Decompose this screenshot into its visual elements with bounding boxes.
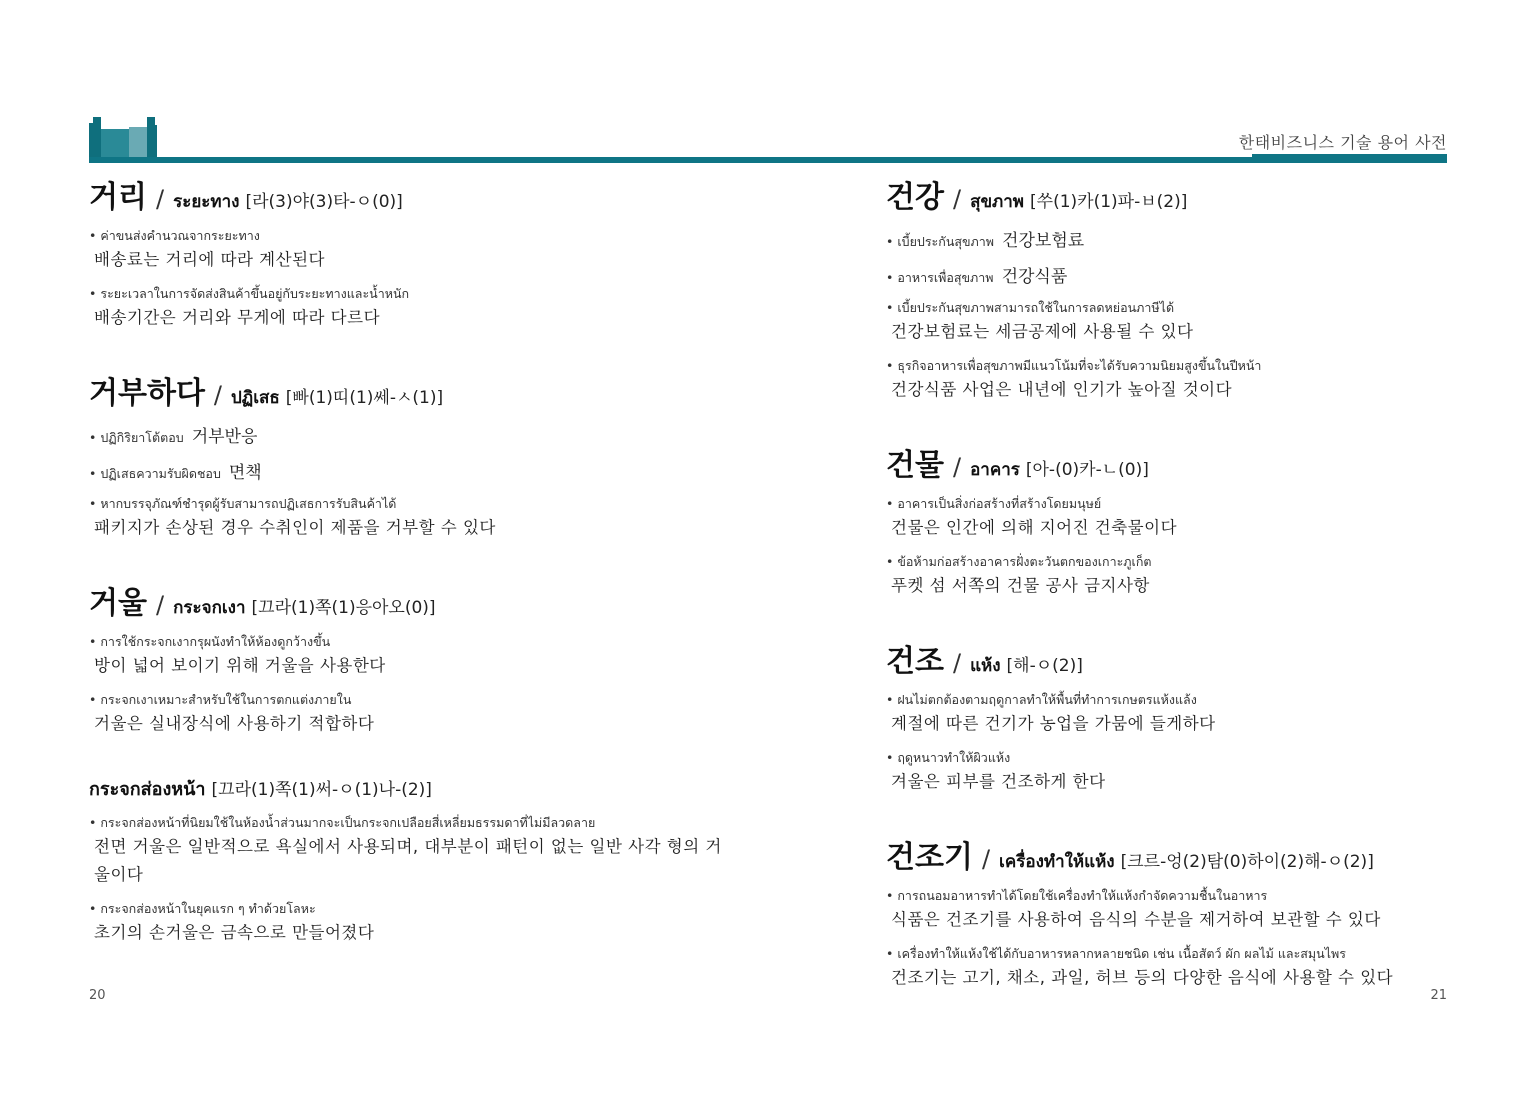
- example: [886, 226, 1456, 252]
- example-korean: 겨울은 피부를 건조하게 한다: [891, 772, 1106, 791]
- example-thai: [886, 226, 1456, 252]
- headword: 건강: [886, 180, 944, 215]
- example-korean: 건강보험료는 세금공제에 사용될 수 있다: [891, 322, 1194, 341]
- page-number-right: 21: [1430, 988, 1447, 1003]
- pronunciation: [빠(1)띠(1)쎄-ㅅ(1)]: [285, 388, 444, 408]
- headword-line: [89, 172, 729, 216]
- example-thai: [89, 494, 729, 514]
- pronunciation: [라(3)야(3)타-ㅇ(0)]: [245, 192, 403, 212]
- example-thai-text: การถนอมอาหารทำได้โดยใช้เครื่องทำให้แห้งกำจัดความชื้นในอาหาร: [897, 888, 1268, 903]
- example: [89, 226, 729, 274]
- example-thai-text: ข้อห้ามก่อสร้างอาคารฝั่งตะวันตกของเกาะภูเก็ต: [897, 554, 1152, 569]
- example: [886, 690, 1456, 738]
- headword: 거리: [89, 180, 147, 215]
- left-page-column: [89, 172, 729, 983]
- example-thai-text: เบี้ยประกันสุขภาพ: [897, 234, 995, 249]
- pronunciation: [쑤(1)카(1)파-ㅂ(2)]: [1030, 192, 1188, 212]
- example: [89, 813, 729, 889]
- example-thai-text: เบี้ยประกันสุขภาพสามารถใช้ในการลดหย่อนภาษีได้: [897, 300, 1175, 315]
- pronunciation: [아-(0)카-ㄴ(0)]: [1025, 460, 1149, 480]
- example: [886, 748, 1456, 796]
- example-korean: 푸켓 섬 서쪽의 건물 공사 금지사항: [891, 576, 1150, 595]
- example-korean: 패키지가 손상된 경우 수취인이 제품을 거부할 수 있다: [94, 518, 496, 537]
- separator-slash: /: [213, 381, 223, 409]
- headword: 거부하다: [89, 376, 205, 411]
- example-thai-text: ปฏิเสธความรับผิดชอบ: [100, 466, 221, 481]
- example-korean: 건조기는 고기, 채소, 과일, 허브 등의 다양한 음식에 사용할 수 있다: [891, 968, 1394, 987]
- pronunciation: [해-ㅇ(2)]: [1006, 656, 1083, 676]
- example-thai-text: ระยะเวลาในการจัดส่งสินค้าขึ้นอยู่กับระยะทางและน้ำหนัก: [100, 286, 410, 301]
- dictionary-entry: [89, 578, 729, 738]
- example-thai: [886, 262, 1456, 288]
- headword: 거울: [89, 586, 147, 621]
- headword: 건조기: [886, 840, 973, 875]
- example-thai: [89, 284, 729, 304]
- example-translation: 거부반응: [191, 427, 258, 447]
- separator-slash: /: [155, 591, 165, 619]
- separator-slash: /: [155, 185, 165, 213]
- example-korean: 전면 거울은 일반적으로 욕실에서 사용되며, 대부분이 패턴이 없는 일반 사각 형의 거울이다: [94, 837, 722, 884]
- example: [886, 262, 1456, 288]
- example: [886, 552, 1456, 600]
- headword-line: [886, 832, 1456, 876]
- book-title: 한태비즈니스 기술 용어 사전: [1238, 133, 1447, 152]
- example-thai-text: กระจกส่องหน้าที่นิยมใช้ในห้องน้ำส่วนมากจะเป็นกระจกเปลือยสี่เหลี่ยมธรรมดาที่ไม่มีลวดลาย: [100, 815, 596, 830]
- headword-line: [886, 172, 1456, 216]
- thai-term: กระจกเงา: [173, 598, 246, 618]
- example: [89, 284, 729, 332]
- dictionary-entry: [886, 172, 1456, 404]
- example-thai-text: หากบรรจุภัณฑ์ชำรุดผู้รับสามารถปฏิเสธการรับสินค้าได้: [100, 496, 397, 511]
- example-thai: [89, 632, 729, 652]
- example: [89, 494, 729, 542]
- example-thai: [886, 552, 1456, 572]
- example-thai-text: ค่าขนส่งคำนวณจากระยะทาง: [100, 228, 260, 243]
- example-korean: 초기의 손거울은 금속으로 만들어졌다: [94, 923, 375, 942]
- example-thai-text: ฤดูหนาวทำให้ผิวแห้ง: [897, 750, 1011, 765]
- separator-slash: /: [952, 185, 962, 213]
- example-thai-text: ฝนไม่ตกต้องตามฤดูกาลทำให้พื้นที่ทำการเกษตรแห้งแล้ง: [897, 692, 1197, 707]
- dictionary-entry: [89, 368, 729, 542]
- headword: 건물: [886, 448, 944, 483]
- headword: กระจกส่องหน้า: [89, 779, 206, 800]
- example-thai: [89, 813, 729, 833]
- example-thai: [89, 690, 729, 710]
- thai-term: อาคาร: [970, 460, 1020, 480]
- page-number-left: 20: [89, 988, 106, 1003]
- example-translation: 면책: [228, 463, 262, 483]
- example: [89, 422, 729, 448]
- example-thai-text: เครื่องทำให้แห้งใช้ได้กับอาหารหลากหลายชนิด เช่น เนื้อสัตว์ ผัก ผลไม้ และสมุนไพร: [897, 946, 1346, 961]
- example-translation: 건강식품: [1001, 267, 1068, 287]
- example-korean: 배송기간은 거리와 무게에 따라 다르다: [94, 308, 381, 327]
- dictionary-entry: [886, 636, 1456, 796]
- example-thai: [89, 422, 729, 448]
- thai-term: เครื่องทำให้แห้ง: [999, 852, 1115, 872]
- headword-line: [886, 636, 1456, 680]
- dictionary-entry: [886, 440, 1456, 600]
- example: [89, 690, 729, 738]
- example-thai-text: กระจกเงาเหมาะสำหรับใช้ในการตกแต่งภายใน: [100, 692, 352, 707]
- example-thai-text: กระจกส่องหน้าในยุคแรก ๆ ทำด้วยโลหะ: [100, 901, 316, 916]
- example: [89, 899, 729, 947]
- headword: 건조: [886, 644, 944, 679]
- example-korean: 식품은 건조기를 사용하여 음식의 수분을 제거하여 보관할 수 있다: [891, 910, 1381, 929]
- thai-term: สุขภาพ: [970, 192, 1025, 212]
- example-translation: 건강보험료: [1002, 231, 1085, 251]
- pronunciation: [끄라(1)쪽(1)응아오(0)]: [251, 598, 436, 618]
- right-page-column: [886, 172, 1456, 1028]
- example-thai: [89, 226, 729, 246]
- headword-line: [89, 774, 729, 803]
- separator-slash: /: [952, 453, 962, 481]
- example: [886, 494, 1456, 542]
- example-korean: 거울은 실내장식에 사용하기 적합하다: [94, 714, 375, 733]
- dictionary-entry: [89, 172, 729, 332]
- headword-line: [89, 578, 729, 622]
- headword-line: [89, 368, 729, 412]
- example-korean: 방이 넓어 보이기 위해 거울을 사용한다: [94, 656, 386, 675]
- thai-term: ระยะทาง: [173, 192, 240, 212]
- example: [886, 356, 1456, 404]
- dictionary-entry: [886, 832, 1456, 992]
- example-korean: 배송료는 거리에 따라 계산된다: [94, 250, 325, 269]
- separator-slash: /: [981, 845, 991, 873]
- example-korean: 건강식품 사업은 내년에 인기가 높아질 것이다: [891, 380, 1233, 399]
- example-thai-text: ธุรกิจอาหารเพื่อสุขภาพมีแนวโน้มที่จะได้รับความนิยมสูงขึ้นในปีหน้า: [897, 358, 1262, 373]
- example-thai-text: ปฏิกิริยาโต้ตอบ: [100, 430, 184, 445]
- example: [886, 944, 1456, 992]
- example-thai-text: อาคารเป็นสิ่งก่อสร้างที่สร้างโดยมนุษย์: [897, 496, 1102, 511]
- example-korean: 건물은 인간에 의해 지어진 건축물이다: [891, 518, 1178, 537]
- headword-line: [886, 440, 1456, 484]
- example: [89, 632, 729, 680]
- example-korean: 계절에 따른 건기가 농업을 가뭄에 들게하다: [891, 714, 1216, 733]
- example-thai: [89, 458, 729, 484]
- example-thai-text: การใช้กระจกเงากรุผนังทำให้ห้องดูกว้างขึ้น: [100, 634, 331, 649]
- pronunciation: [끄라(1)쪽(1)써-ㅇ(1)나-(2)]: [211, 780, 432, 800]
- dictionary-entry: [89, 774, 729, 947]
- example-thai: [886, 690, 1456, 710]
- example-thai: [886, 944, 1456, 964]
- example-thai: [886, 298, 1456, 318]
- example-thai-text: อาหารเพื่อสุขภาพ: [897, 270, 994, 285]
- example-thai: [886, 748, 1456, 768]
- example-thai: [886, 494, 1456, 514]
- pronunciation: [크르-엉(2)탐(0)하이(2)해-ㅇ(2)]: [1120, 852, 1374, 872]
- example-thai: [886, 886, 1456, 906]
- example: [886, 298, 1456, 346]
- thai-term: ปฏิเสธ: [231, 388, 280, 408]
- example-thai: [89, 899, 729, 919]
- example: [89, 458, 729, 484]
- separator-slash: /: [952, 649, 962, 677]
- thai-term: แห้ง: [970, 656, 1001, 676]
- header-rule-accent: [1252, 154, 1447, 157]
- example: [886, 886, 1456, 934]
- example-thai: [886, 356, 1456, 376]
- header-rule: [89, 157, 1447, 163]
